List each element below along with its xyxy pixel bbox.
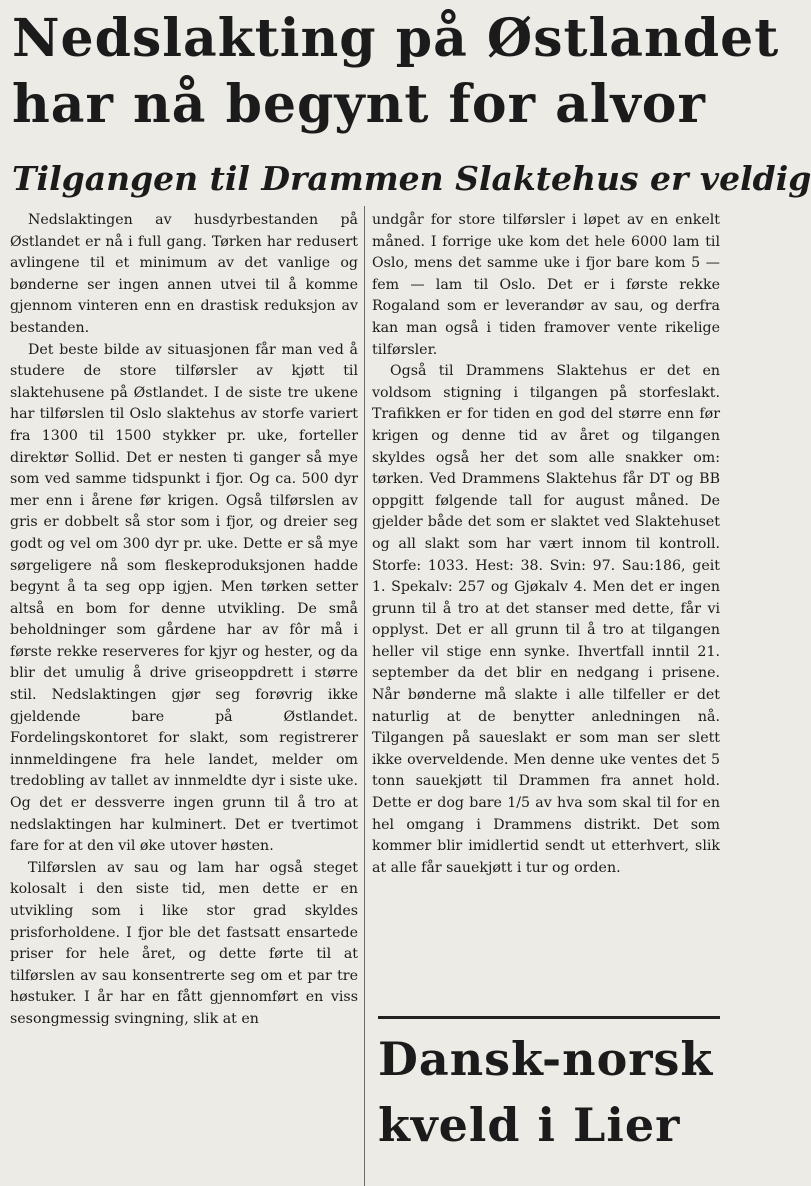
column-divider <box>364 206 365 1186</box>
article-column-left <box>10 210 358 1186</box>
paragraph: Tilførslen av sau og lam har også steget kolosalt i den siste tid, men dette er en utvikling som i like stor grad skyldes prisforholdene. I fjor ble det fastsatt ensartede priser for hele året, og dette førte til at tilførslen av sau konsentrerte seg om et par tre høstuker. I år har en fått gjennomført en viss sesongmessig svingning, slik at en <box>10 859 358 1027</box>
paragraph-continued: undgår for store tilførsler i løpet av en enkelt måned. I forrige uke kom det hele 6000 lam til Oslo, mens det samme uke i fjor bare kom 5 — fem — lam til Oslo. Det er i første rekke Rogaland som er leverandør av sau, og derfra kan man også i tiden framover vente rikelige tilførsler. <box>372 212 720 358</box>
paragraph: Det beste bilde av situasjonen får man ved å studere de store tilførsler av kjøtt til slaktehusene på Østlandet. I de siste tre ukene har tilførslen til Oslo slaktehus av storfe variert fra 1300 til 1500 stykker pr. uke, forteller direktør Sollid. Det er nesten ti ganger så mye som ved samme tidspunkt i fjor. Og ca. 500 dyr mer enn i årene før krigen. Også tilførslen av gris er dobbelt så stor som i fjor, og dreier seg godt og vel om 300 dyr pr. uke. Dette er så mye sørgeligere nå som fleskeproduksjonen hadde begynt å ta seg opp igjen. Men tørken setter altså en bom for denne utvikling. De små beholdninger som gårdene har av fôr må i første rekke reserveres for kjyr og hester, og da blir det umulig å drive griseoppdrett i større stil. Nedslaktingen gjør seg forøvrig ikke gjeldende bare på Østlandet. Fordelingskontoret for slakt, som registrerer innmeldingene fra hele landet, melder om tredobling av tallet av innmeldte dyr i siste uke. Og det er dessverre ingen grunn til å tro at nedslaktingen har kulminert. Det er tvertimot fare for at den vil øke utover høsten. <box>10 341 358 855</box>
paragraph: Nedslaktingen av husdyrbestanden på Østlandet er nå i full gang. Tørken har redusert avlingene til et minimum av det vanlige og bønderne ser ingen annen utvei til å komme gjennom vinteren enn en drastisk reduksjon av bestanden. <box>10 212 358 336</box>
subheadline: Tilgangen til Drammen Slaktehus er veldig <box>12 159 811 198</box>
main-headline <box>12 6 780 138</box>
next-headline-line-1: Dansk-norsk <box>378 1032 714 1086</box>
headline-line-1: Nedslakting på Østlandet <box>12 8 780 69</box>
section-divider <box>378 1016 720 1019</box>
article-column-right <box>372 210 720 1010</box>
next-headline-line-2: kveld i Lier <box>378 1098 681 1152</box>
paragraph: Også til Drammens Slaktehus er det en voldsom stigning i tilgangen på storfeslakt. Trafikken er for tiden en god del større enn før krigen og denne tid av året og tilgangen skyldes også her det som alle snakker om: tørken. Ved Drammens Slaktehus får DT og BB oppgitt følgende tall for august måned. De gjelder både det som er slaktet ved Slaktehuset og all slakt som har vært innom til kontroll. Storfe: 1033. Hest: 38. Svin: 97. Sau:186, geit 1. Spekalv: 257 og Gjøkalv 4. Men det er ingen grunn til å tro at det stanser med dette, får vi opplyst. Det er all grunn til å tro at tilgangen heller vil stige enn synke. Ihvertfall inntil 21. september da det blir en nedgang i prisene. Når bønderne må slakte i alle tilfeller er det naturlig at de benytter anledningen nå. Tilgangen på saueslakt er som man ser slett ikke overveldende. Men denne uke ventes det 5 tonn sauekjøtt til Drammen fra annet hold. Dette er dog bare 1/5 av hva som skal til for en hel omgang i Drammens distrikt. Det som kommer blir imidlertid sendt ut etterhvert, slik at alle får sauekjøtt i tur og orden. <box>372 363 720 876</box>
headline-line-2: har nå begynt for alvor <box>12 74 706 135</box>
next-article-headline <box>378 1026 722 1158</box>
